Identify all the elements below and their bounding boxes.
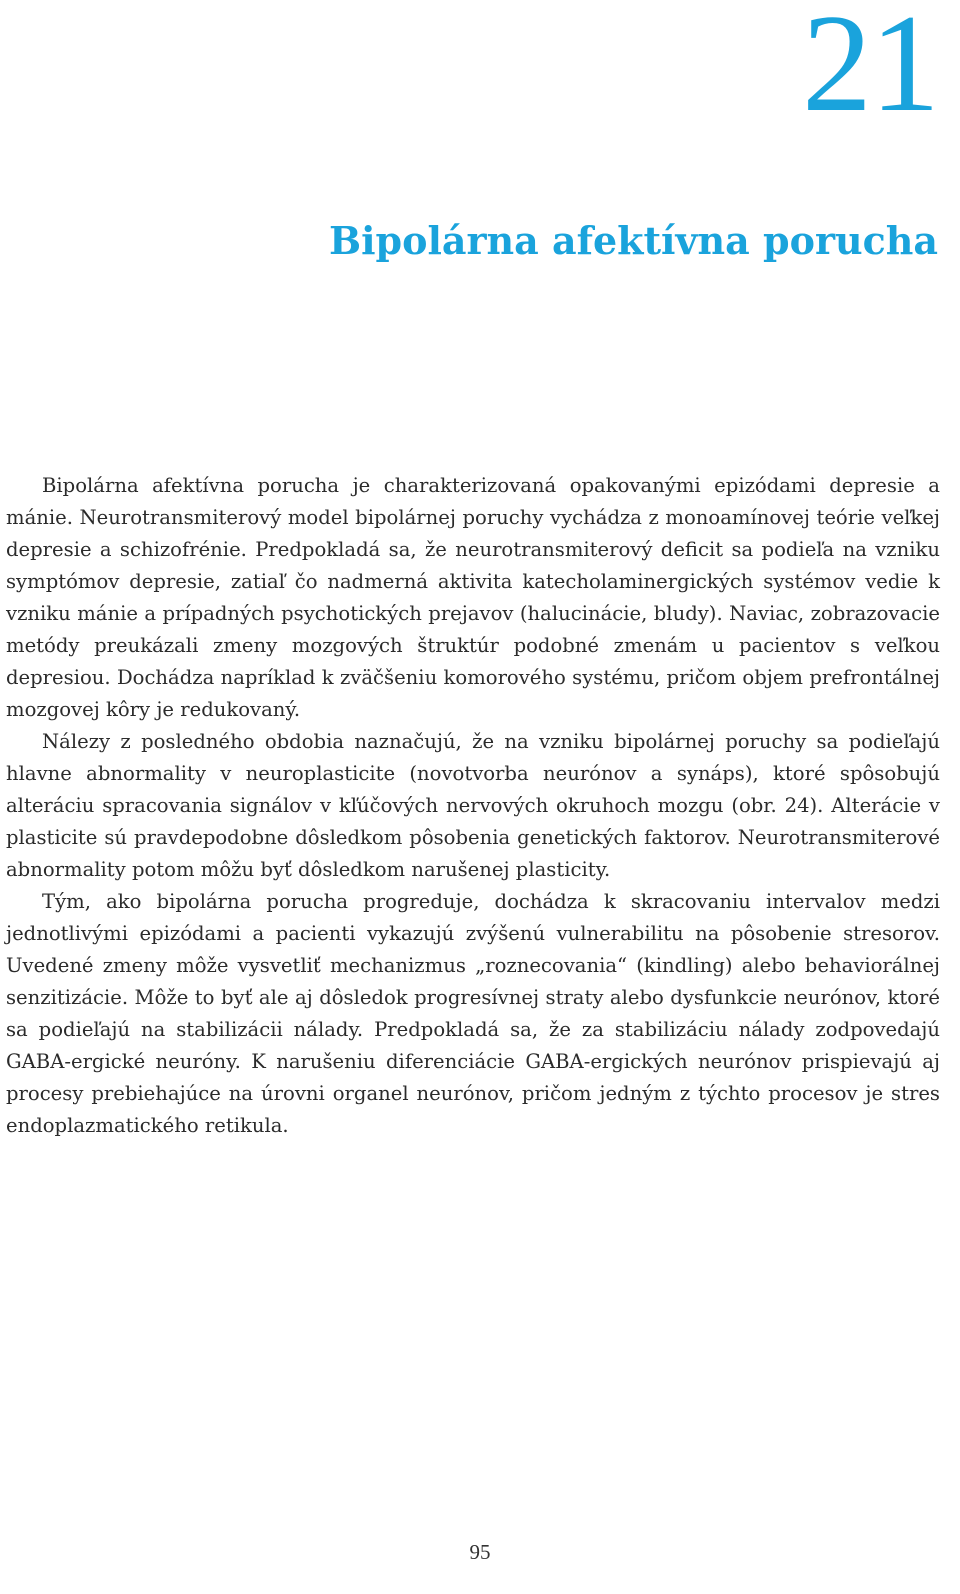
- paragraph-1: Bipolárna afektívna porucha je charakterizovaná opakovanými epizódami depresie a mánie. Neurotransmiterový model bipolárnej poruchy vychádza z monoamínovej teórie veľkej depresie a schizofrénie. Predpokladá sa, že neurotransmiterový deficit sa podieľa na vzniku symptómov depresie, zatiaľ čo nadmerná aktivita katecholaminergických systémov vedie k vzniku mánie a prípadných psychotických prejavov (halucinácie, bludy). Naviac, zobrazovacie metódy preukázali zmeny mozgových štruktúr podobné zmenám u pacientov s veľkou depresiou. Dochádza napríklad k zväčšeniu komorového systému, pričom objem prefrontálnej mozgovej kôry je redukovaný.: [6, 474, 940, 721]
- chapter-body: [6, 470, 940, 1142]
- chapter-number: 21: [802, 0, 938, 141]
- paragraph-2: Nálezy z posledného obdobia naznačujú, že na vzniku bipolárnej poruchy sa podieľajú hlavne abnormality v neuroplasticite (novotvorba neurónov a synáps), ktoré spôsobujú alteráciu spracovania signálov v kľúčových nervových okruhoch mozgu (obr. 24). Alterácie v plasticite sú pravdepodobne dôsledkom pôsobenia genetických faktorov. Neurotransmiterové abnormality potom môžu byť dôsledkom narušenej plasticity.: [6, 730, 940, 881]
- page-number: 95: [469, 1540, 491, 1564]
- paragraph-3: Tým, ako bipolárna porucha progreduje, dochádza k skracovaniu intervalov medzi jednotlivými epizódami a pacienti vykazujú zvýšenú vulnerabilitu na pôsobenie stresorov. Uvedené zmeny môže vysvetliť mechanizmus „roznecovania“ (kindling) alebo behaviorálnej senzitizácie. Môže to byť ale aj dôsledok progresívnej straty alebo dysfunkcie neurónov, ktoré sa podieľajú na stabilizácii nálady. Predpokladá sa, že za stabilizáciu nálady zodpovedajú GABA-ergické neuróny. K narušeniu diferenciácie GABA-ergických neurónov prispievajú aj procesy prebiehajúce na úrovni organel neurónov, pričom jedným z týchto procesov je stres endoplazmatického retikula.: [6, 890, 940, 1137]
- chapter-title: Bipolárna afektívna porucha: [328, 218, 938, 263]
